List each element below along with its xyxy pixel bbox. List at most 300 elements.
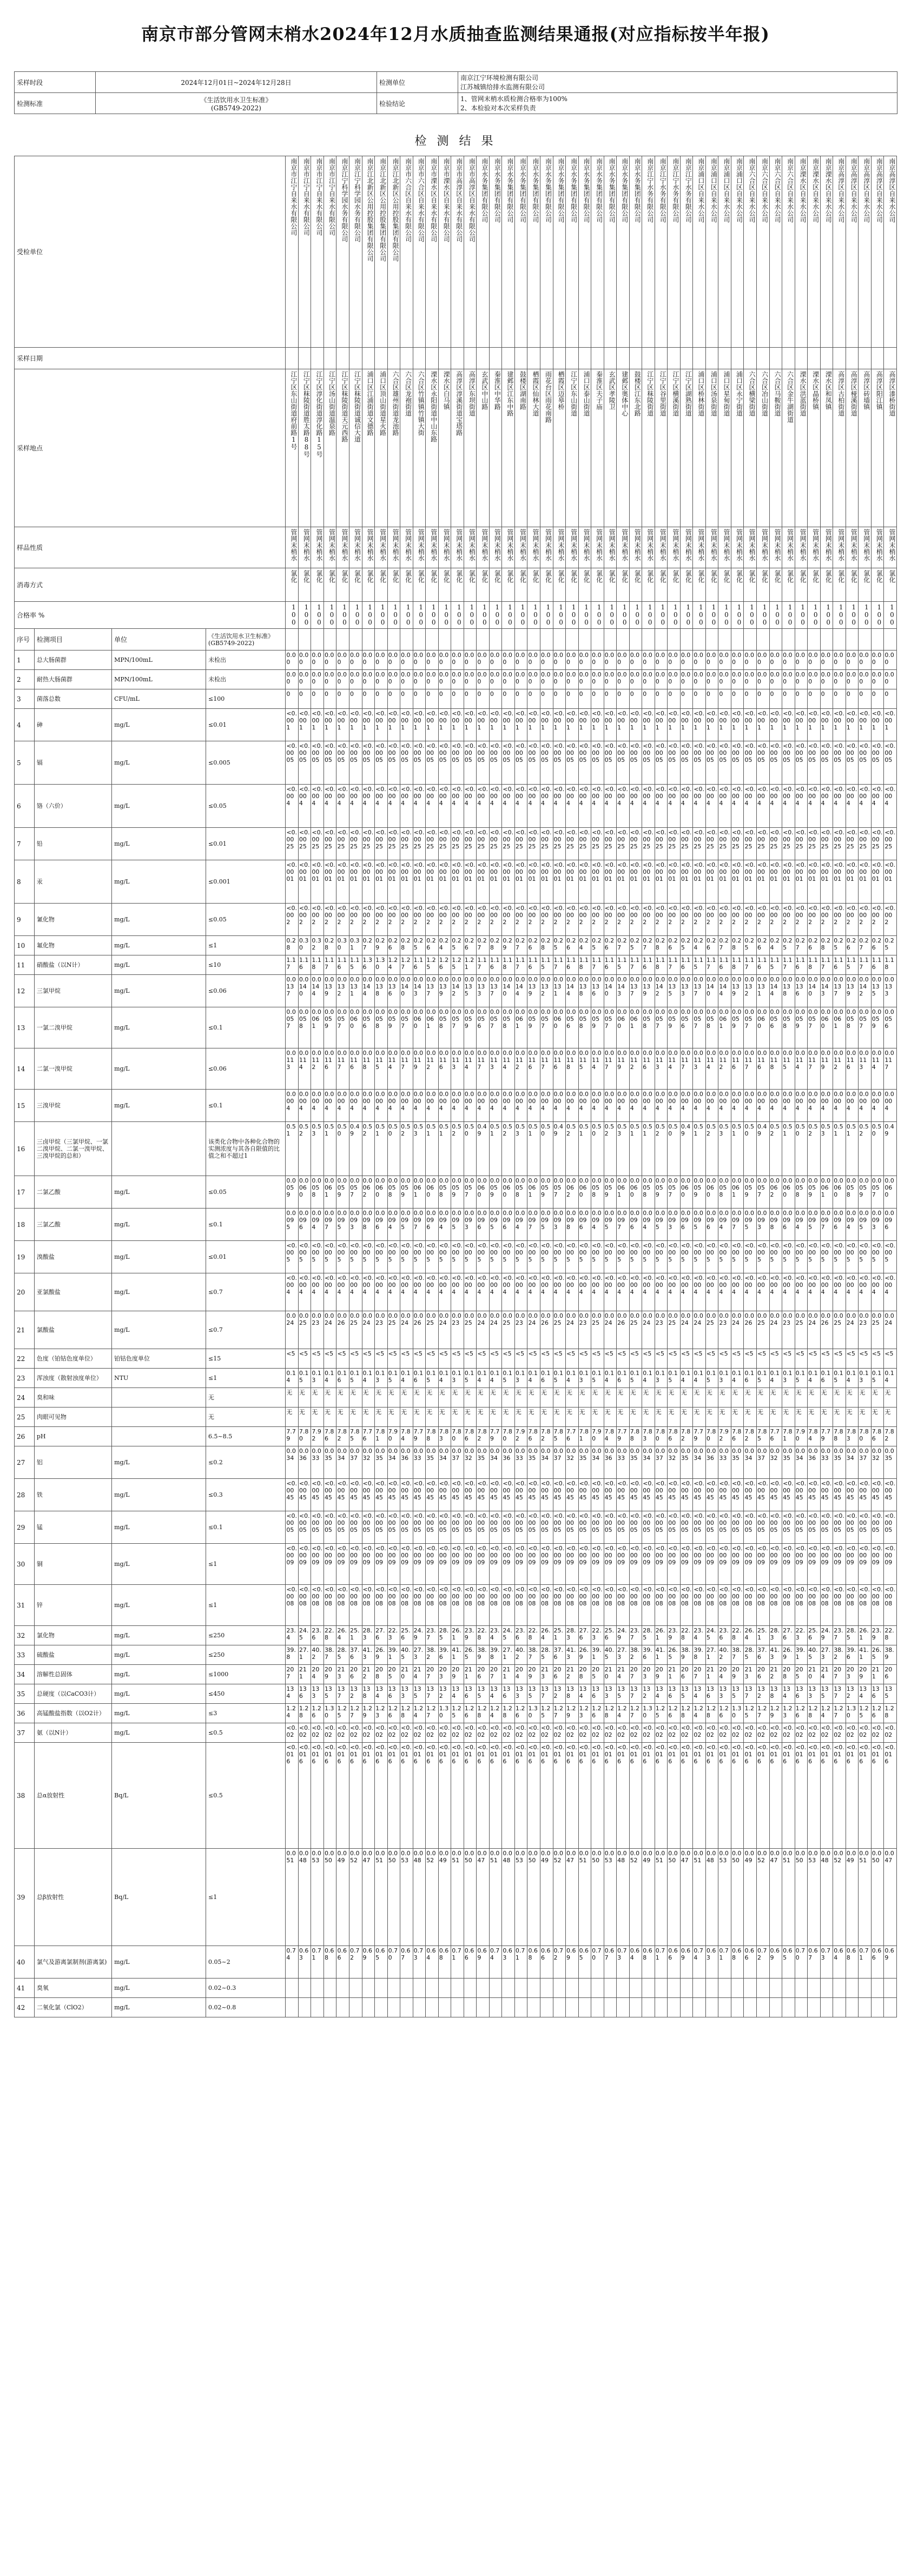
result-value-cell: 0.0140: [604, 975, 617, 1007]
result-value-cell: 0.0057: [400, 1007, 413, 1048]
result-value-cell: <0.0005: [298, 741, 311, 785]
result-value-cell: 212: [566, 1665, 579, 1684]
result-value-cell: 0.052: [553, 1849, 566, 1946]
result-value-cell: 0.52: [451, 1122, 464, 1176]
result-value-cell: 无: [451, 1388, 464, 1407]
result-value-cell: 0.0004: [808, 1090, 821, 1122]
result-value-cell: <0.0008: [744, 1585, 757, 1626]
result-value-cell: 0.049: [744, 1849, 757, 1946]
result-value-cell: 0.035: [426, 1446, 439, 1479]
result-value-cell: 7.86: [527, 1427, 540, 1446]
header-unit-cell: 南京水务集团有限公司: [514, 156, 527, 348]
row-limit: 0.02~0.8: [206, 1998, 286, 2017]
result-value-cell: <0.0009: [324, 1544, 336, 1585]
result-value-cell: <0.016: [438, 1743, 451, 1849]
result-value-cell: <0.002: [655, 904, 668, 936]
result-value-cell: 0.00: [642, 650, 655, 670]
result-value-cell: <0.0005: [553, 1511, 566, 1544]
header-nature-cell: 管网末梢水: [795, 527, 808, 568]
result-value-cell: 0.0061: [527, 1176, 540, 1209]
result-value-cell: [859, 1998, 872, 2017]
header-site-cell: 江宁区淳化街道淳化路15号: [311, 369, 324, 527]
header-disinfect-cell: 氯化: [362, 568, 375, 602]
result-value-cell: 无: [642, 1388, 655, 1407]
result-value-cell: <0.0025: [540, 828, 553, 860]
header-nature-cell: 管网末梢水: [668, 527, 681, 568]
result-value-cell: <0.016: [387, 1743, 400, 1849]
row-seq: 2: [15, 670, 35, 689]
header-nature-cell: 管网末梢水: [464, 527, 477, 568]
result-value-cell: <0.0005: [477, 1511, 490, 1544]
result-value-cell: 22.8: [477, 1626, 490, 1645]
result-value-cell: 39.8: [489, 1645, 502, 1665]
result-value-cell: <0.002: [426, 904, 439, 936]
result-value-cell: <0.0005: [387, 1511, 400, 1544]
row-seq: 34: [15, 1665, 35, 1684]
row-unit: mg/L: [112, 1998, 206, 2017]
result-value-cell: 0.053: [400, 1849, 413, 1946]
conclusion-line-2: 2、本检验对本次采样负责: [460, 104, 536, 112]
result-value-cell: <0.02: [413, 1723, 426, 1743]
result-value-cell: 无: [591, 1388, 604, 1407]
result-value-cell: <5: [413, 1349, 426, 1369]
result-value-cell: [578, 1998, 591, 2017]
result-header-cell: [731, 629, 744, 650]
result-value-cell: <0.005: [808, 1241, 821, 1273]
result-value-cell: <0.0025: [362, 828, 375, 860]
result-value-cell: <0.0001: [298, 860, 311, 904]
result-value-cell: 0.0004: [795, 1090, 808, 1122]
result-value-cell: 0.00: [286, 670, 299, 689]
result-value-cell: <0.0005: [311, 741, 324, 785]
result-value-cell: 135: [413, 1684, 426, 1704]
result-value-cell: 136: [705, 1684, 718, 1704]
result-value-cell: <5: [693, 1349, 706, 1369]
result-value-cell: <0.0008: [705, 1585, 718, 1626]
result-value-cell: <0.0045: [387, 1479, 400, 1511]
result-value-cell: 0.0004: [362, 1090, 375, 1122]
result-value-cell: <0.0001: [591, 860, 604, 904]
result-value-cell: 1.15: [540, 955, 553, 975]
result-value-cell: <0.0008: [286, 1585, 299, 1626]
result-value-cell: [362, 1979, 375, 1998]
header-unit-cell: 南京六合区自来水公司: [769, 156, 782, 348]
result-value-cell: <0.0025: [617, 828, 630, 860]
result-value-cell: <0.001: [871, 709, 884, 741]
result-value-cell: 23.4: [286, 1626, 299, 1645]
result-value-cell: <0.02: [514, 1723, 527, 1743]
result-value-cell: 7.81: [782, 1427, 795, 1446]
header-unit-cell: 南京江宁水务有限公司: [668, 156, 681, 348]
result-value-cell: [591, 1979, 604, 1998]
result-header-cell: [324, 629, 336, 650]
result-value-cell: 37.6: [349, 1645, 362, 1665]
header-date-cell: [820, 348, 833, 369]
result-value-cell: 28.5: [744, 1645, 757, 1665]
result-value-cell: <0.004: [464, 785, 477, 828]
result-value-cell: 26.1: [655, 1626, 668, 1645]
result-value-cell: <0.0008: [375, 1585, 388, 1626]
result-value-cell: 41.3: [362, 1645, 375, 1665]
result-value-cell: <0.0005: [642, 741, 655, 785]
result-value-cell: 0.0117: [884, 1048, 897, 1090]
result-value-cell: 无: [680, 1407, 693, 1427]
result-value-cell: 0.052: [629, 1849, 642, 1946]
header-pass-cell: 100: [311, 602, 324, 629]
result-value-cell: 1.26: [591, 1704, 604, 1723]
row-limit: ≤250: [206, 1626, 286, 1645]
result-value-cell: 0.16: [617, 1369, 630, 1388]
header-date-cell: [502, 348, 515, 369]
result-value-cell: 0.0095: [859, 1209, 872, 1241]
result-value-cell: 0.053: [718, 1849, 731, 1946]
result-value-cell: 206: [757, 1665, 770, 1684]
result-value-cell: 0.051: [782, 1849, 795, 1946]
result-value-cell: 205: [795, 1665, 808, 1684]
result-value-cell: 0.00: [336, 650, 349, 670]
header-site-cell: 高淳区砖墙镇: [859, 369, 872, 527]
result-value-cell: 137: [540, 1684, 553, 1704]
result-value-cell: 0.0004: [744, 1090, 757, 1122]
result-value-cell: 0.28: [731, 936, 744, 955]
header-nature-cell: 管网末梢水: [655, 527, 668, 568]
row-limit: ≤0.001: [206, 860, 286, 904]
result-value-cell: 26.1: [451, 1626, 464, 1645]
row-unit: mg/L: [112, 1585, 206, 1626]
result-value-cell: <0.0025: [464, 828, 477, 860]
result-value-cell: 0.52: [502, 1122, 515, 1176]
row-limit: ≤0.01: [206, 709, 286, 741]
result-value-cell: <0.016: [566, 1743, 579, 1849]
result-value-cell: <0.0025: [808, 828, 821, 860]
header-date-cell: [375, 348, 388, 369]
result-value-cell: <0.016: [782, 1743, 795, 1849]
result-value-cell: 213: [540, 1665, 553, 1684]
result-value-cell: [438, 1998, 451, 2017]
result-value-cell: 0.15: [426, 1369, 439, 1388]
header-pass-cell: 100: [705, 602, 718, 629]
result-value-cell: 0.24: [438, 936, 451, 955]
result-value-cell: 0.0060: [680, 1176, 693, 1209]
row-limit: 未检出: [206, 670, 286, 689]
result-value-cell: <0.0045: [540, 1479, 553, 1511]
result-value-cell: <0.016: [795, 1743, 808, 1849]
header-date-cell: [604, 348, 617, 369]
result-header-cell: [553, 629, 566, 650]
result-value-cell: 0.0114: [464, 1048, 477, 1090]
result-value-cell: [502, 1998, 515, 2017]
result-value-cell: 0.0004: [464, 1090, 477, 1122]
result-value-cell: <0.0025: [655, 828, 668, 860]
result-value-cell: 1.30: [438, 1704, 451, 1723]
result-value-cell: <0.016: [629, 1743, 642, 1849]
result-value-cell: 无: [680, 1388, 693, 1407]
result-value-cell: <0.0025: [604, 828, 617, 860]
result-value-cell: 0.00: [769, 650, 782, 670]
result-row: [15, 1684, 897, 1704]
result-value-cell: [413, 1998, 426, 2017]
result-value-cell: <0.0005: [808, 741, 821, 785]
result-value-cell: 0.035: [680, 1446, 693, 1479]
result-value-cell: 23.7: [426, 1626, 439, 1645]
result-value-cell: <0.0008: [387, 1585, 400, 1626]
row-seq: 33: [15, 1645, 35, 1665]
result-value-cell: <0.02: [451, 1723, 464, 1743]
result-value-cell: <0.0045: [489, 1479, 502, 1511]
result-row: [15, 975, 897, 1007]
result-row: [15, 1511, 897, 1544]
row-limit: ≤0.2: [206, 1446, 286, 1479]
result-value-cell: <0.002: [477, 904, 490, 936]
result-value-cell: <0.02: [400, 1723, 413, 1743]
result-value-cell: 0.00: [629, 650, 642, 670]
result-value-cell: <0.0045: [795, 1479, 808, 1511]
result-value-cell: <0.0005: [591, 1511, 604, 1544]
header-pass-cell: 100: [553, 602, 566, 629]
header-pass-cell: 100: [859, 602, 872, 629]
result-value-cell: 0.033: [718, 1446, 731, 1479]
result-value-cell: 0.0094: [846, 1209, 859, 1241]
result-value-cell: 0: [642, 689, 655, 709]
result-value-cell: 22.8: [731, 1626, 744, 1645]
result-value-cell: 无: [871, 1388, 884, 1407]
result-value-cell: [527, 1979, 540, 1998]
header-pass-cell: 100: [655, 602, 668, 629]
result-value-cell: 0.0004: [769, 1090, 782, 1122]
result-value-cell: 0.00: [591, 670, 604, 689]
result-value-cell: <0.0045: [413, 1479, 426, 1511]
result-value-cell: [744, 1979, 757, 1998]
header-site-cell: 浦口区汤泉街道: [705, 369, 718, 527]
result-value-cell: <0.004: [795, 785, 808, 828]
result-value-cell: 0.0133: [477, 975, 490, 1007]
result-value-cell: 0.0136: [387, 975, 400, 1007]
result-value-cell: <0.0001: [782, 860, 795, 904]
result-value-cell: <0.004: [553, 1273, 566, 1311]
result-value-cell: <0.0005: [566, 741, 579, 785]
result-value-cell: 0.048: [705, 1849, 718, 1946]
result-value-cell: [833, 1979, 846, 1998]
result-value-cell: 0.0060: [757, 1007, 770, 1048]
result-header-cell: [795, 629, 808, 650]
result-value-cell: 0.00: [362, 670, 375, 689]
header-date-cell: [884, 348, 897, 369]
result-value-cell: 0.0058: [438, 1007, 451, 1048]
result-value-cell: <0.0001: [680, 860, 693, 904]
standard-value-line-2: (GB5749-2022): [211, 104, 261, 112]
result-value-cell: <0.0045: [336, 1479, 349, 1511]
result-value-cell: 0.0143: [820, 975, 833, 1007]
result-value-cell: <0.016: [642, 1743, 655, 1849]
result-value-cell: 0.50: [591, 1122, 604, 1176]
result-value-cell: 1.24: [489, 1704, 502, 1723]
result-header-cell: [298, 629, 311, 650]
row-item: 氟化物: [34, 936, 111, 955]
result-value-cell: 0.023: [514, 1311, 527, 1349]
result-value-cell: 0.0117: [477, 1048, 490, 1090]
header-nature-cell: 管网末梢水: [833, 527, 846, 568]
result-value-cell: <0.0001: [629, 860, 642, 904]
result-value-cell: 无: [324, 1407, 336, 1427]
row-limit: ≤0.5: [206, 1723, 286, 1743]
result-value-cell: <0.005: [311, 1241, 324, 1273]
result-value-cell: <0.002: [668, 904, 681, 936]
result-value-cell: 134: [286, 1684, 299, 1704]
result-value-cell: <0.0005: [566, 1511, 579, 1544]
result-value-cell: <0.0001: [387, 860, 400, 904]
result-value-cell: 7.76: [566, 1427, 579, 1446]
result-value-cell: 26.4: [336, 1626, 349, 1645]
result-value-cell: 25.1: [349, 1626, 362, 1645]
result-header-cell: [871, 629, 884, 650]
result-row: [15, 1645, 897, 1665]
result-value-cell: <0.001: [833, 709, 846, 741]
result-value-cell: 0.00: [489, 670, 502, 689]
result-value-cell: 0.14: [731, 1369, 744, 1388]
result-value-cell: 27.3: [820, 1645, 833, 1665]
result-value-cell: 0.65: [782, 1946, 795, 1979]
result-header-cell: [629, 629, 642, 650]
result-value-cell: 7.80: [859, 1427, 872, 1446]
result-value-cell: 0.047: [680, 1849, 693, 1946]
result-value-cell: <0.0009: [655, 1544, 668, 1585]
result-value-cell: <0.0005: [617, 741, 630, 785]
result-value-cell: 213: [744, 1665, 757, 1684]
result-value-cell: [693, 1998, 706, 2017]
result-value-cell: <0.001: [744, 709, 757, 741]
result-value-cell: 0.0114: [871, 1048, 884, 1090]
result-value-cell: 7.81: [578, 1427, 591, 1446]
row-limit: ≤0.7: [206, 1273, 286, 1311]
result-value-cell: <0.0001: [375, 860, 388, 904]
result-value-cell: 25.6: [604, 1626, 617, 1645]
result-value-cell: <0.002: [833, 904, 846, 936]
result-value-cell: 0.68: [642, 1946, 655, 1979]
result-value-cell: <0.0008: [349, 1585, 362, 1626]
result-value-cell: <5: [591, 1349, 604, 1369]
result-value-cell: <0.0005: [514, 1511, 527, 1544]
result-value-cell: 0.0095: [489, 1209, 502, 1241]
result-value-cell: 0: [477, 689, 490, 709]
result-value-cell: <0.005: [846, 1241, 859, 1273]
result-value-cell: <5: [731, 1349, 744, 1369]
result-value-cell: 0.0096: [680, 1209, 693, 1241]
result-value-cell: 0.30: [298, 936, 311, 955]
result-value-cell: 0.00: [451, 650, 464, 670]
result-value-cell: 1.28: [477, 1704, 490, 1723]
result-value-cell: 0.00: [769, 670, 782, 689]
result-value-cell: <0.0001: [578, 860, 591, 904]
result-value-cell: 0.0133: [884, 975, 897, 1007]
result-value-cell: 26.9: [782, 1645, 795, 1665]
result-value-cell: <0.0005: [871, 1511, 884, 1544]
result-value-cell: <0.005: [859, 1241, 872, 1273]
result-value-cell: 0.14: [808, 1369, 821, 1388]
result-value-cell: <0.002: [311, 904, 324, 936]
result-value-cell: <5: [871, 1349, 884, 1369]
result-value-cell: <0.016: [311, 1743, 324, 1849]
result-value-cell: 0.26: [668, 936, 681, 955]
result-value-cell: 1.16: [527, 955, 540, 975]
result-value-cell: 138: [362, 1684, 375, 1704]
result-row: [15, 1122, 897, 1176]
result-value-cell: <0.02: [375, 1723, 388, 1743]
result-value-cell: 1.25: [655, 1704, 668, 1723]
result-value-cell: 0.0117: [680, 1048, 693, 1090]
result-value-cell: 无: [387, 1407, 400, 1427]
result-value-cell: [769, 1998, 782, 2017]
result-value-cell: 0.0113: [693, 1048, 706, 1090]
result-value-cell: 203: [642, 1665, 655, 1684]
result-value-cell: <0.002: [566, 904, 579, 936]
result-value-cell: <0.0025: [795, 828, 808, 860]
result-value-cell: <0.02: [527, 1723, 540, 1743]
result-row: [15, 650, 897, 670]
result-value-cell: <0.001: [553, 709, 566, 741]
result-value-cell: 134: [489, 1684, 502, 1704]
result-value-cell: 0.024: [489, 1311, 502, 1349]
result-value-cell: 无: [757, 1388, 770, 1407]
result-value-cell: <0.0008: [540, 1585, 553, 1626]
result-value-cell: 0.00: [566, 650, 579, 670]
header-site-cell: 高淳区阳江镇: [871, 369, 884, 527]
result-row: [15, 1048, 897, 1090]
result-value-cell: 1.27: [349, 1704, 362, 1723]
result-value-cell: 0.024: [362, 1311, 375, 1349]
row-seq: 39: [15, 1849, 35, 1946]
result-value-cell: 209: [731, 1665, 744, 1684]
result-value-cell: 0.28: [540, 936, 553, 955]
result-value-cell: 0.034: [438, 1446, 451, 1479]
result-value-cell: 0.032: [362, 1446, 375, 1479]
row-item: 三卤甲烷（三氯甲烷、一氯二溴甲烷、二氯一溴甲烷、三溴甲烷的总和）: [34, 1122, 111, 1176]
result-value-cell: <0.004: [782, 785, 795, 828]
result-value-cell: 0.032: [464, 1446, 477, 1479]
result-value-cell: <0.001: [693, 709, 706, 741]
result-value-cell: 无: [298, 1407, 311, 1427]
result-value-cell: 0.023: [451, 1311, 464, 1349]
result-value-cell: <0.0008: [413, 1585, 426, 1626]
result-value-cell: <0.0005: [693, 1511, 706, 1544]
result-value-cell: 0: [464, 689, 477, 709]
result-value-cell: 1.17: [820, 955, 833, 975]
row-unit: [112, 1122, 206, 1176]
result-value-cell: 0.0060: [298, 1176, 311, 1209]
result-value-cell: 0.0095: [808, 1209, 821, 1241]
result-value-cell: 1.15: [349, 955, 362, 975]
result-value-cell: 0.0004: [705, 1090, 718, 1122]
result-value-cell: [553, 1998, 566, 2017]
header-pass-cell: 100: [387, 602, 400, 629]
result-value-cell: <0.0005: [375, 741, 388, 785]
result-value-cell: 0.026: [540, 1311, 553, 1349]
result-value-cell: <0.016: [668, 1743, 681, 1849]
result-value-cell: [744, 1998, 757, 2017]
result-value-cell: 0.0004: [527, 1090, 540, 1122]
result-value-cell: <0.016: [426, 1743, 439, 1849]
header-nature-cell: 管网末梢水: [426, 527, 439, 568]
result-value-cell: 无: [705, 1388, 718, 1407]
result-value-cell: 0: [795, 689, 808, 709]
result-value-cell: <0.02: [846, 1723, 859, 1743]
row-seq: 37: [15, 1723, 35, 1743]
result-value-cell: [884, 1979, 897, 1998]
result-value-cell: <5: [311, 1349, 324, 1369]
result-row: [15, 1209, 897, 1241]
result-value-cell: <0.004: [617, 1273, 630, 1311]
result-value-cell: 0.0004: [566, 1090, 579, 1122]
header-site-cell: 江宁区谷里街道: [655, 369, 668, 527]
